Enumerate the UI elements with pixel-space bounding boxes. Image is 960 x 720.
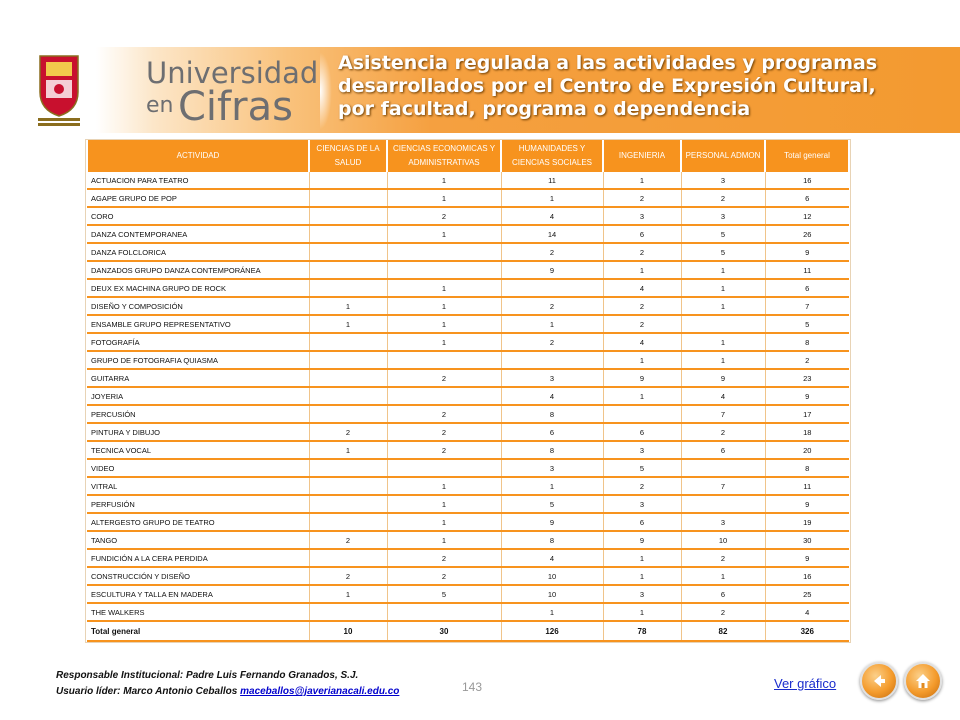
cell-total: 30	[765, 531, 849, 549]
cell-actividad: CONSTRUCCIÓN Y DISEÑO	[87, 567, 309, 585]
cell-ingenieria: 3	[603, 441, 681, 459]
table-row	[87, 172, 849, 189]
cell-ingenieria: 4	[603, 333, 681, 351]
table-row	[87, 549, 849, 567]
cell-total: 12	[765, 207, 849, 225]
cell-salud: 10	[309, 621, 387, 641]
cell-actividad: VIDEO	[87, 459, 309, 477]
cell-salud	[309, 243, 387, 261]
attendance-table	[86, 140, 850, 642]
cell-personal: 82	[681, 621, 765, 641]
cell-ingenieria: 1	[603, 351, 681, 369]
cell-economicas: 1	[387, 297, 501, 315]
table-row	[87, 207, 849, 225]
table-row	[87, 513, 849, 531]
cell-actividad: DANZA FOLCLORICA	[87, 243, 309, 261]
cell-ingenieria: 9	[603, 369, 681, 387]
cell-humanidades: 8	[501, 405, 603, 423]
cell-humanidades: 5	[501, 495, 603, 513]
home-icon	[913, 671, 933, 691]
table-row	[87, 441, 849, 459]
cell-ingenieria: 5	[603, 459, 681, 477]
page-number: 143	[462, 680, 483, 694]
cell-total: 20	[765, 441, 849, 459]
cell-economicas: 2	[387, 423, 501, 441]
cell-humanidades: 1	[501, 477, 603, 495]
footer-usuario	[56, 686, 399, 697]
cell-total: 17	[765, 405, 849, 423]
table-row	[87, 315, 849, 333]
cell-economicas: 5	[387, 585, 501, 603]
cell-actividad: DEUX EX MACHINA GRUPO DE ROCK	[87, 279, 309, 297]
table-row	[87, 387, 849, 405]
cell-humanidades: 8	[501, 531, 603, 549]
cell-economicas: 1	[387, 513, 501, 531]
cell-actividad: ACTUACION PARA TEATRO	[87, 172, 309, 189]
cell-salud	[309, 369, 387, 387]
table-row	[87, 261, 849, 279]
cell-actividad: DISEÑO Y COMPOSICIÓN	[87, 297, 309, 315]
cell-personal: 7	[681, 405, 765, 423]
table-row	[87, 423, 849, 441]
cell-salud	[309, 549, 387, 567]
cell-personal: 2	[681, 189, 765, 207]
cell-humanidades: 4	[501, 387, 603, 405]
cell-personal: 1	[681, 567, 765, 585]
cell-economicas: 2	[387, 369, 501, 387]
cell-salud	[309, 459, 387, 477]
back-button[interactable]	[860, 662, 898, 700]
cell-salud	[309, 513, 387, 531]
cell-salud: 1	[309, 297, 387, 315]
cell-personal: 1	[681, 333, 765, 351]
cell-ingenieria: 6	[603, 513, 681, 531]
cell-economicas	[387, 243, 501, 261]
email-link[interactable]: maceballos@javerianacali.edu.co	[240, 686, 400, 697]
cell-ingenieria: 1	[603, 261, 681, 279]
cell-economicas: 1	[387, 495, 501, 513]
table-row	[87, 279, 849, 297]
cell-total: 18	[765, 423, 849, 441]
cell-salud: 2	[309, 567, 387, 585]
cell-actividad: JOYERIA	[87, 387, 309, 405]
cell-humanidades: 10	[501, 567, 603, 585]
cell-ingenieria: 2	[603, 243, 681, 261]
cell-humanidades: 4	[501, 549, 603, 567]
cell-salud	[309, 405, 387, 423]
cell-economicas: 1	[387, 279, 501, 297]
cell-salud	[309, 261, 387, 279]
cell-actividad: TANGO	[87, 531, 309, 549]
cell-salud	[309, 279, 387, 297]
back-arrow-icon	[869, 671, 889, 691]
cell-economicas: 30	[387, 621, 501, 641]
cell-economicas: 2	[387, 441, 501, 459]
cell-humanidades: 2	[501, 297, 603, 315]
col-header-personal: PERSONAL ADMON	[681, 140, 765, 172]
cell-personal: 4	[681, 387, 765, 405]
cell-economicas: 2	[387, 207, 501, 225]
table-row	[87, 567, 849, 585]
page-title: Asistencia regulada a las actividades y programas desarrollados por el Centro de Expresión Cultural, por facultad, programa o dependencia	[338, 52, 878, 120]
cell-ingenieria	[603, 405, 681, 423]
cell-actividad: AGAPE GRUPO DE POP	[87, 189, 309, 207]
cell-salud: 1	[309, 315, 387, 333]
cell-personal: 5	[681, 243, 765, 261]
cell-personal: 1	[681, 297, 765, 315]
footer-usuario-label: Usuario líder: Marco Antonio Ceballos	[56, 686, 238, 697]
col-header-salud: CIENCIAS DE LA SALUD	[309, 140, 387, 172]
cell-ingenieria: 1	[603, 603, 681, 621]
cell-salud: 2	[309, 531, 387, 549]
cell-personal: 2	[681, 603, 765, 621]
cell-humanidades: 2	[501, 333, 603, 351]
cell-economicas: 1	[387, 225, 501, 243]
table-total-row	[87, 621, 849, 641]
cell-actividad: ENSAMBLE GRUPO REPRESENTATIVO	[87, 315, 309, 333]
cell-salud	[309, 387, 387, 405]
cell-economicas: 1	[387, 531, 501, 549]
cell-actividad: FOTOGRAFÍA	[87, 333, 309, 351]
cell-actividad: ALTERGESTO GRUPO DE TEATRO	[87, 513, 309, 531]
cell-personal	[681, 459, 765, 477]
cell-ingenieria: 2	[603, 297, 681, 315]
table-row	[87, 189, 849, 207]
cell-economicas	[387, 387, 501, 405]
cell-ingenieria: 2	[603, 477, 681, 495]
cell-humanidades: 3	[501, 459, 603, 477]
cell-economicas	[387, 459, 501, 477]
cell-actividad: VITRAL	[87, 477, 309, 495]
table-row	[87, 459, 849, 477]
table-row	[87, 297, 849, 315]
cell-humanidades: 11	[501, 172, 603, 189]
cell-economicas	[387, 351, 501, 369]
cell-humanidades	[501, 279, 603, 297]
cell-humanidades: 126	[501, 621, 603, 641]
cell-actividad: GUITARRA	[87, 369, 309, 387]
cell-salud	[309, 351, 387, 369]
cell-economicas: 1	[387, 172, 501, 189]
cell-total: 2	[765, 351, 849, 369]
cell-actividad: PERCUSIÓN	[87, 405, 309, 423]
cell-total: 11	[765, 477, 849, 495]
table-row	[87, 243, 849, 261]
table-row	[87, 603, 849, 621]
cell-actividad: PERFUSIÓN	[87, 495, 309, 513]
cell-humanidades: 10	[501, 585, 603, 603]
table-row	[87, 351, 849, 369]
cell-ingenieria: 9	[603, 531, 681, 549]
cell-humanidades: 14	[501, 225, 603, 243]
cell-personal: 3	[681, 207, 765, 225]
logo-cifras: Cifras	[178, 84, 293, 130]
cell-economicas: 2	[387, 405, 501, 423]
cell-ingenieria: 1	[603, 387, 681, 405]
cell-total: 9	[765, 243, 849, 261]
logo-en: en	[146, 93, 174, 118]
cell-total: 11	[765, 261, 849, 279]
cell-ingenieria: 2	[603, 189, 681, 207]
cell-ingenieria: 1	[603, 549, 681, 567]
cell-ingenieria: 4	[603, 279, 681, 297]
cell-personal: 2	[681, 549, 765, 567]
cell-total: 9	[765, 495, 849, 513]
cell-total: 4	[765, 603, 849, 621]
cell-personal	[681, 315, 765, 333]
cell-humanidades: 1	[501, 315, 603, 333]
cell-personal: 5	[681, 225, 765, 243]
cell-total: 6	[765, 279, 849, 297]
cell-economicas	[387, 603, 501, 621]
cell-actividad: TECNICA VOCAL	[87, 441, 309, 459]
cell-actividad: CORO	[87, 207, 309, 225]
cell-ingenieria: 3	[603, 495, 681, 513]
cell-personal: 3	[681, 172, 765, 189]
cell-salud: 1	[309, 441, 387, 459]
cell-salud	[309, 603, 387, 621]
cell-actividad: Total general	[87, 621, 309, 641]
cell-ingenieria: 1	[603, 172, 681, 189]
col-header-humanidades: HUMANIDADES Y CIENCIAS SOCIALES	[501, 140, 603, 172]
cell-personal: 6	[681, 585, 765, 603]
cell-ingenieria: 2	[603, 315, 681, 333]
cell-personal: 1	[681, 279, 765, 297]
cell-economicas: 1	[387, 189, 501, 207]
cell-total: 26	[765, 225, 849, 243]
cell-total: 25	[765, 585, 849, 603]
cell-actividad: DANZA CONTEMPORANEA	[87, 225, 309, 243]
cell-salud: 2	[309, 423, 387, 441]
cell-total: 8	[765, 333, 849, 351]
cell-salud	[309, 225, 387, 243]
cell-humanidades: 2	[501, 243, 603, 261]
cell-personal: 1	[681, 351, 765, 369]
col-header-ingenieria: INGENIERIA	[603, 140, 681, 172]
cell-personal: 7	[681, 477, 765, 495]
cell-humanidades: 3	[501, 369, 603, 387]
cell-salud	[309, 172, 387, 189]
cell-ingenieria: 78	[603, 621, 681, 641]
university-crest-logo	[36, 52, 82, 126]
home-button[interactable]	[904, 662, 942, 700]
banner-divider	[320, 52, 332, 130]
cell-total: 9	[765, 387, 849, 405]
table-row	[87, 531, 849, 549]
cell-personal: 9	[681, 369, 765, 387]
cell-salud	[309, 495, 387, 513]
cell-total: 7	[765, 297, 849, 315]
cell-humanidades: 6	[501, 423, 603, 441]
cell-salud	[309, 333, 387, 351]
cell-actividad: ESCULTURA Y TALLA EN MADERA	[87, 585, 309, 603]
table-row	[87, 225, 849, 243]
cell-total: 6	[765, 189, 849, 207]
cell-salud	[309, 189, 387, 207]
cell-personal: 3	[681, 513, 765, 531]
ver-grafico-link[interactable]: Ver gráfico	[774, 676, 837, 691]
cell-ingenieria: 3	[603, 585, 681, 603]
cell-actividad: GRUPO DE FOTOGRAFIA QUIASMA	[87, 351, 309, 369]
cell-salud	[309, 207, 387, 225]
cell-ingenieria: 6	[603, 423, 681, 441]
cell-actividad: PINTURA Y DIBUJO	[87, 423, 309, 441]
cell-total: 16	[765, 172, 849, 189]
cell-humanidades: 1	[501, 603, 603, 621]
col-header-actividad: ACTIVIDAD	[87, 140, 309, 172]
cell-actividad: THE WALKERS	[87, 603, 309, 621]
cell-economicas	[387, 261, 501, 279]
cell-actividad: FUNDICIÓN A LA CERA PERDIDA	[87, 549, 309, 567]
table-row	[87, 585, 849, 603]
table-row	[87, 369, 849, 387]
cell-humanidades: 9	[501, 261, 603, 279]
data-table-container	[85, 139, 851, 643]
cell-salud	[309, 477, 387, 495]
cell-total: 326	[765, 621, 849, 641]
cell-personal: 6	[681, 441, 765, 459]
cell-personal: 10	[681, 531, 765, 549]
cell-economicas: 1	[387, 477, 501, 495]
cell-total: 19	[765, 513, 849, 531]
cell-ingenieria: 3	[603, 207, 681, 225]
table-row	[87, 495, 849, 513]
cell-personal: 1	[681, 261, 765, 279]
cell-total: 9	[765, 549, 849, 567]
col-header-economicas: CIENCIAS ECONOMICAS Y ADMINISTRATIVAS	[387, 140, 501, 172]
cell-personal: 2	[681, 423, 765, 441]
table-body	[87, 172, 849, 641]
col-header-total: Total general	[765, 140, 849, 172]
cell-economicas: 1	[387, 333, 501, 351]
table-row	[87, 333, 849, 351]
cell-ingenieria: 6	[603, 225, 681, 243]
cell-total: 23	[765, 369, 849, 387]
table-row	[87, 477, 849, 495]
cell-economicas: 2	[387, 567, 501, 585]
table-header-row	[87, 140, 849, 172]
cell-total: 5	[765, 315, 849, 333]
cell-economicas: 1	[387, 315, 501, 333]
cell-salud: 1	[309, 585, 387, 603]
footer-responsable: Responsable Institucional: Padre Luis Fernando Granados, S.J.	[56, 670, 359, 681]
cell-economicas: 2	[387, 549, 501, 567]
cell-humanidades: 8	[501, 441, 603, 459]
cell-humanidades: 9	[501, 513, 603, 531]
logo-universidad: Universidad	[146, 56, 319, 90]
cell-ingenieria: 1	[603, 567, 681, 585]
cell-total: 8	[765, 459, 849, 477]
cell-personal	[681, 495, 765, 513]
table-row	[87, 405, 849, 423]
cell-actividad: DANZADOS GRUPO DANZA CONTEMPORÁNEA	[87, 261, 309, 279]
cell-total: 16	[765, 567, 849, 585]
cell-humanidades: 4	[501, 207, 603, 225]
cell-humanidades: 1	[501, 189, 603, 207]
cell-humanidades	[501, 351, 603, 369]
